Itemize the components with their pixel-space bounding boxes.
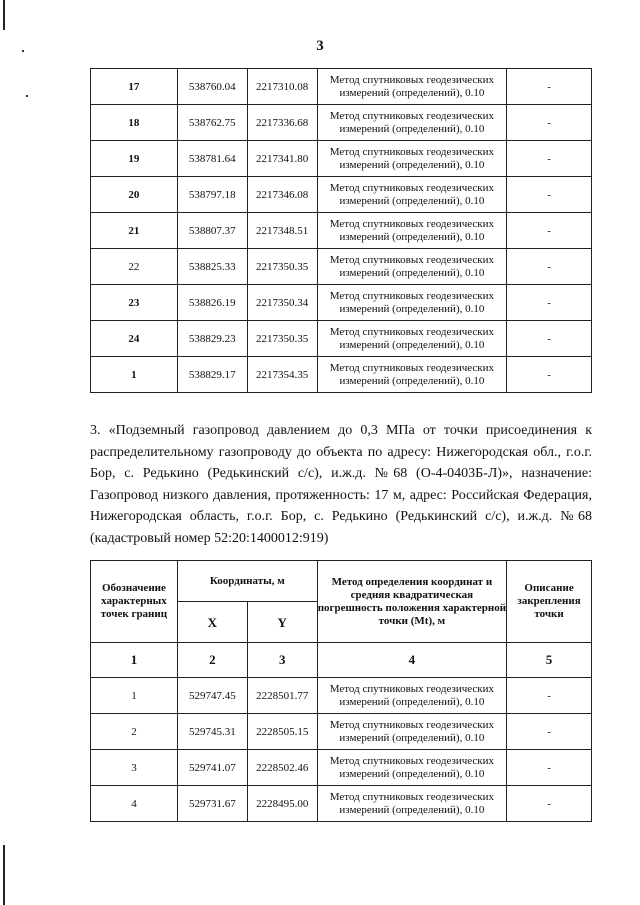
method-cell xyxy=(317,321,507,357)
y-coordinate-cell: 2228495.00 xyxy=(247,786,317,822)
table-row xyxy=(91,357,592,393)
method-line: измерений (определений), 0.10 xyxy=(339,338,485,351)
point-number-cell: 24 xyxy=(91,321,178,357)
point-number-cell: 4 xyxy=(91,786,178,822)
method-line: Метод спутниковых геодезических xyxy=(329,289,495,302)
method-line: измерений (определений), 0.10 xyxy=(339,803,485,816)
x-coordinate-cell: 538781.64 xyxy=(177,141,247,177)
x-coordinate-cell: 538807.37 xyxy=(177,213,247,249)
y-coordinate-cell: 2217350.35 xyxy=(247,249,317,285)
description-cell: - xyxy=(507,141,592,177)
method-cell xyxy=(317,249,507,285)
column-number: 5 xyxy=(507,643,592,678)
description-cell: - xyxy=(507,177,592,213)
method-line: Метод спутниковых геодезических xyxy=(329,325,495,338)
point-number-cell: 17 xyxy=(91,69,178,105)
description-cell: - xyxy=(507,750,592,786)
column-number: 2 xyxy=(177,643,247,678)
table-row xyxy=(91,285,592,321)
description-cell: - xyxy=(507,786,592,822)
method-line: измерений (определений), 0.10 xyxy=(339,230,485,243)
x-coordinate-cell: 538825.33 xyxy=(177,249,247,285)
x-coordinate-cell: 538797.18 xyxy=(177,177,247,213)
column-number: 3 xyxy=(247,643,317,678)
method-line: Метод спутниковых геодезических xyxy=(329,718,495,731)
method-line: измерений (определений), 0.10 xyxy=(339,86,485,99)
point-number-cell: 1 xyxy=(91,357,178,393)
method-cell xyxy=(317,141,507,177)
x-coordinate-cell: 538829.17 xyxy=(177,357,247,393)
method-cell xyxy=(317,69,507,105)
x-coordinate-cell: 538829.23 xyxy=(177,321,247,357)
table-row xyxy=(91,678,592,714)
method-cell xyxy=(317,714,506,750)
method-cell xyxy=(317,678,506,714)
table-row xyxy=(91,750,592,786)
description-cell: - xyxy=(507,105,592,141)
method-line: Метод спутниковых геодезических xyxy=(329,790,495,803)
y-coordinate-cell: 2228505.15 xyxy=(247,714,317,750)
y-coordinate-cell: 2217354.35 xyxy=(247,357,317,393)
y-coordinate-cell: 2228502.46 xyxy=(247,750,317,786)
table-row xyxy=(91,321,592,357)
method-line: измерений (определений), 0.10 xyxy=(339,302,485,315)
header-method: Метод определения координат и средняя квадратическая погрешность положения характерной точки (Mt), м xyxy=(317,561,506,643)
method-line: Метод спутниковых геодезических xyxy=(329,253,495,266)
x-coordinate-cell: 529745.31 xyxy=(177,714,247,750)
header-description: Описание закрепления точки xyxy=(507,561,592,643)
binding-mark-bottom xyxy=(3,845,5,905)
column-numbers-row xyxy=(91,643,592,678)
object-description-paragraph: 3. «Подземный газопровод давлением до 0,3 МПа от точки присоединения к распределительному газопроводу до объекта по адресу: Нижегородская обл., г.о.г. Бор, с. Редькино (Редькинский с/с), и.ж.д. №68 (О-4-0403Б-Л)», назначение: Газопровод низкого давления, протяженность: 17 м, адрес: Российская Федерация, Нижегородская область, г.о.г. Бор, с. Редькино (Редькинский с/с), и.ж.д. №68 (кадастровый номер 52:20:1400012:919) xyxy=(90,423,592,546)
column-number: 1 xyxy=(91,643,178,678)
x-coordinate-cell: 538762.75 xyxy=(177,105,247,141)
method-line: Метод спутниковых геодезических xyxy=(329,361,495,374)
x-coordinate-cell: 538760.04 xyxy=(177,69,247,105)
method-line: Метод спутниковых геодезических xyxy=(329,73,495,86)
y-coordinate-cell: 2217350.35 xyxy=(247,321,317,357)
y-coordinate-cell: 2217346.08 xyxy=(247,177,317,213)
table-row xyxy=(91,141,592,177)
point-number-cell: 23 xyxy=(91,285,178,321)
table-row xyxy=(91,213,592,249)
method-line: измерений (определений), 0.10 xyxy=(339,122,485,135)
method-cell xyxy=(317,357,507,393)
point-number-cell: 20 xyxy=(91,177,178,213)
header-coordinates: Координаты, м xyxy=(177,561,317,602)
method-line: измерений (определений), 0.10 xyxy=(339,194,485,207)
x-coordinate-cell: 529747.45 xyxy=(177,678,247,714)
description-cell: - xyxy=(507,357,592,393)
column-number: 4 xyxy=(317,643,506,678)
method-cell xyxy=(317,285,507,321)
method-line: Метод спутниковых геодезических xyxy=(329,181,495,194)
y-coordinate-cell: 2217348.51 xyxy=(247,213,317,249)
point-number-cell: 18 xyxy=(91,105,178,141)
description-cell: - xyxy=(507,69,592,105)
point-number-cell: 21 xyxy=(91,213,178,249)
point-number-cell: 1 xyxy=(91,678,178,714)
description-cell: - xyxy=(507,714,592,750)
method-line: Метод спутниковых геодезических xyxy=(329,145,495,158)
method-cell xyxy=(317,213,507,249)
description-cell: - xyxy=(507,249,592,285)
y-coordinate-cell: 2217341.80 xyxy=(247,141,317,177)
table-row xyxy=(91,249,592,285)
x-coordinate-cell: 538826.19 xyxy=(177,285,247,321)
method-line: измерений (определений), 0.10 xyxy=(339,158,485,171)
method-line: измерений (определений), 0.10 xyxy=(339,767,485,780)
header-point-designation: Обозначение характерных точек границ xyxy=(91,561,178,643)
method-line: Метод спутниковых геодезических xyxy=(329,754,495,767)
y-coordinate-cell: 2217336.68 xyxy=(247,105,317,141)
point-number-cell: 3 xyxy=(91,750,178,786)
table-row xyxy=(91,105,592,141)
point-number-cell: 22 xyxy=(91,249,178,285)
table-row xyxy=(91,69,592,105)
table-row xyxy=(91,177,592,213)
coordinates-table xyxy=(90,560,592,822)
point-number-cell: 2 xyxy=(91,714,178,750)
method-line: измерений (определений), 0.10 xyxy=(339,266,485,279)
description-cell: - xyxy=(507,321,592,357)
method-line: Метод спутниковых геодезических xyxy=(329,217,495,230)
method-line: измерений (определений), 0.10 xyxy=(339,731,485,744)
method-cell xyxy=(317,786,506,822)
header-y: Y xyxy=(247,602,317,643)
coordinates-table-continued xyxy=(90,68,592,393)
x-coordinate-cell: 529731.67 xyxy=(177,786,247,822)
point-number-cell: 19 xyxy=(91,141,178,177)
description-cell: - xyxy=(507,213,592,249)
table-row xyxy=(91,714,592,750)
description-cell: - xyxy=(507,678,592,714)
method-cell xyxy=(317,105,507,141)
description-cell: - xyxy=(507,285,592,321)
header-x: X xyxy=(177,602,247,643)
x-coordinate-cell: 529741.07 xyxy=(177,750,247,786)
method-line: измерений (определений), 0.10 xyxy=(339,374,485,387)
method-cell xyxy=(317,177,507,213)
y-coordinate-cell: 2217350.34 xyxy=(247,285,317,321)
table-row xyxy=(91,786,592,822)
y-coordinate-cell: 2217310.08 xyxy=(247,69,317,105)
scan-speck xyxy=(26,95,28,97)
method-cell xyxy=(317,750,506,786)
method-line: Метод спутниковых геодезических xyxy=(329,682,495,695)
binding-mark-top xyxy=(3,0,5,30)
method-line: Метод спутниковых геодезических xyxy=(329,109,495,122)
method-line: измерений (определений), 0.10 xyxy=(339,695,485,708)
y-coordinate-cell: 2228501.77 xyxy=(247,678,317,714)
page-number: 3 xyxy=(316,38,324,54)
